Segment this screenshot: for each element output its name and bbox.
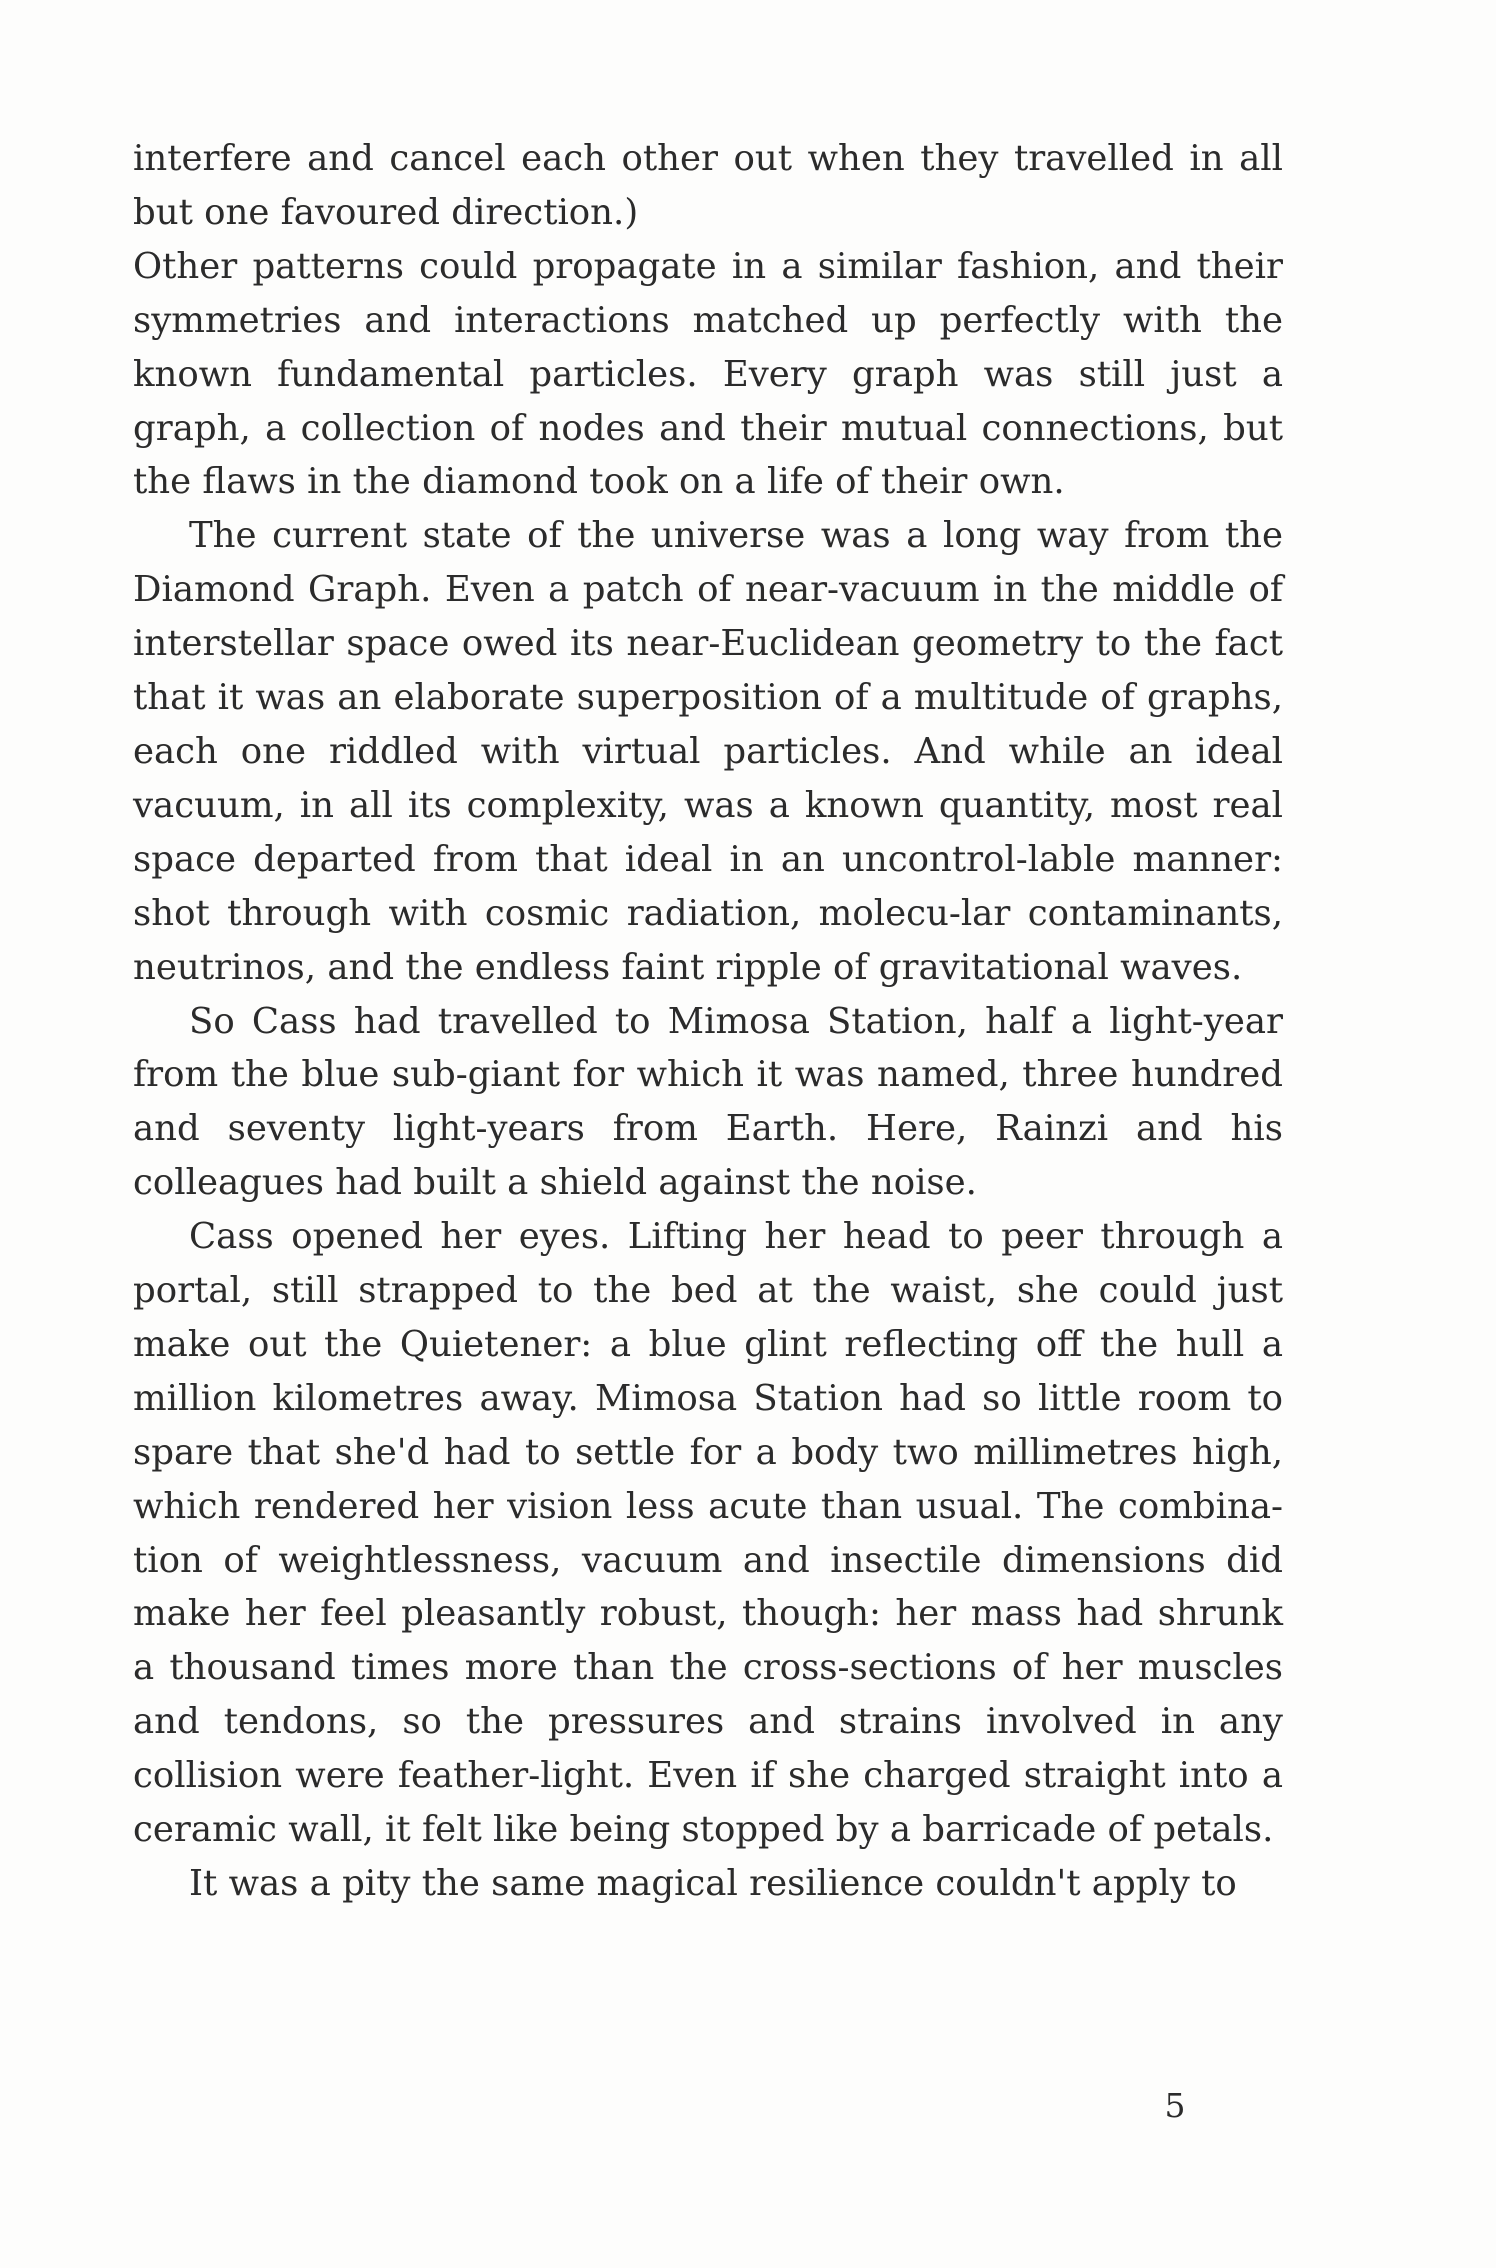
paragraph-1: interfere and cancel each other out when they travelled in all but one favoured direction.)	[133, 138, 1283, 233]
body-text	[133, 132, 1283, 1911]
paragraph-3: The current state of the universe was a long way from the Diamond Graph. Even a patch of near-vacuum in the middle of interstellar space owed its near-Euclidean geometry to the fact that it was an elaborate superposition of a multitude of graphs, each one riddled with virtual particles. And while an ideal vacuum, in all its complexity, was a known quantity, most real space departed from that ideal in an uncontrol-lable manner: shot through with cosmic radiation, molecu-lar contaminants, neutrinos, and the endless faint ripple of gravitational waves.	[133, 515, 1283, 988]
page-number: 5	[1164, 2086, 1186, 2125]
paragraph-4: So Cass had travelled to Mimosa Station, half a light-year from the blue sub-giant for which it was named, three hundred and seventy light-years from Earth. Here, Rainzi and his colleagues had built a shield against the noise.	[133, 1000, 1283, 1204]
paragraph-2: Other patterns could propagate in a similar fashion, and their symmetries and interactions matched up perfectly with the known fundamental particles. Every graph was still just a graph, a collection of nodes and their mutual connections, but the flaws in the diamond took on a life of their own.	[133, 245, 1283, 503]
paragraph-5: Cass opened her eyes. Lifting her head to peer through a portal, still strapped to the bed at the waist, she could just make out the Quietener: a blue glint reflecting off the hull a million kilometres away. Mimosa Station had so little room to spare that she'd had to settle for a body two millimetres high, which rendered her vision less acute than usual. The combina-tion of weightlessness, vacuum and insectile dimensions did make her feel pleasantly robust, though: her mass had shrunk a thousand times more than the cross-sections of her muscles and tendons, so the pressures and strains involved in any collision were feather-light. Even if she charged straight into a ceramic wall, it felt like being stopped by a barricade of petals.	[133, 1216, 1283, 1851]
paragraph-6: It was a pity the same magical resilience couldn't apply to	[189, 1863, 1237, 1904]
